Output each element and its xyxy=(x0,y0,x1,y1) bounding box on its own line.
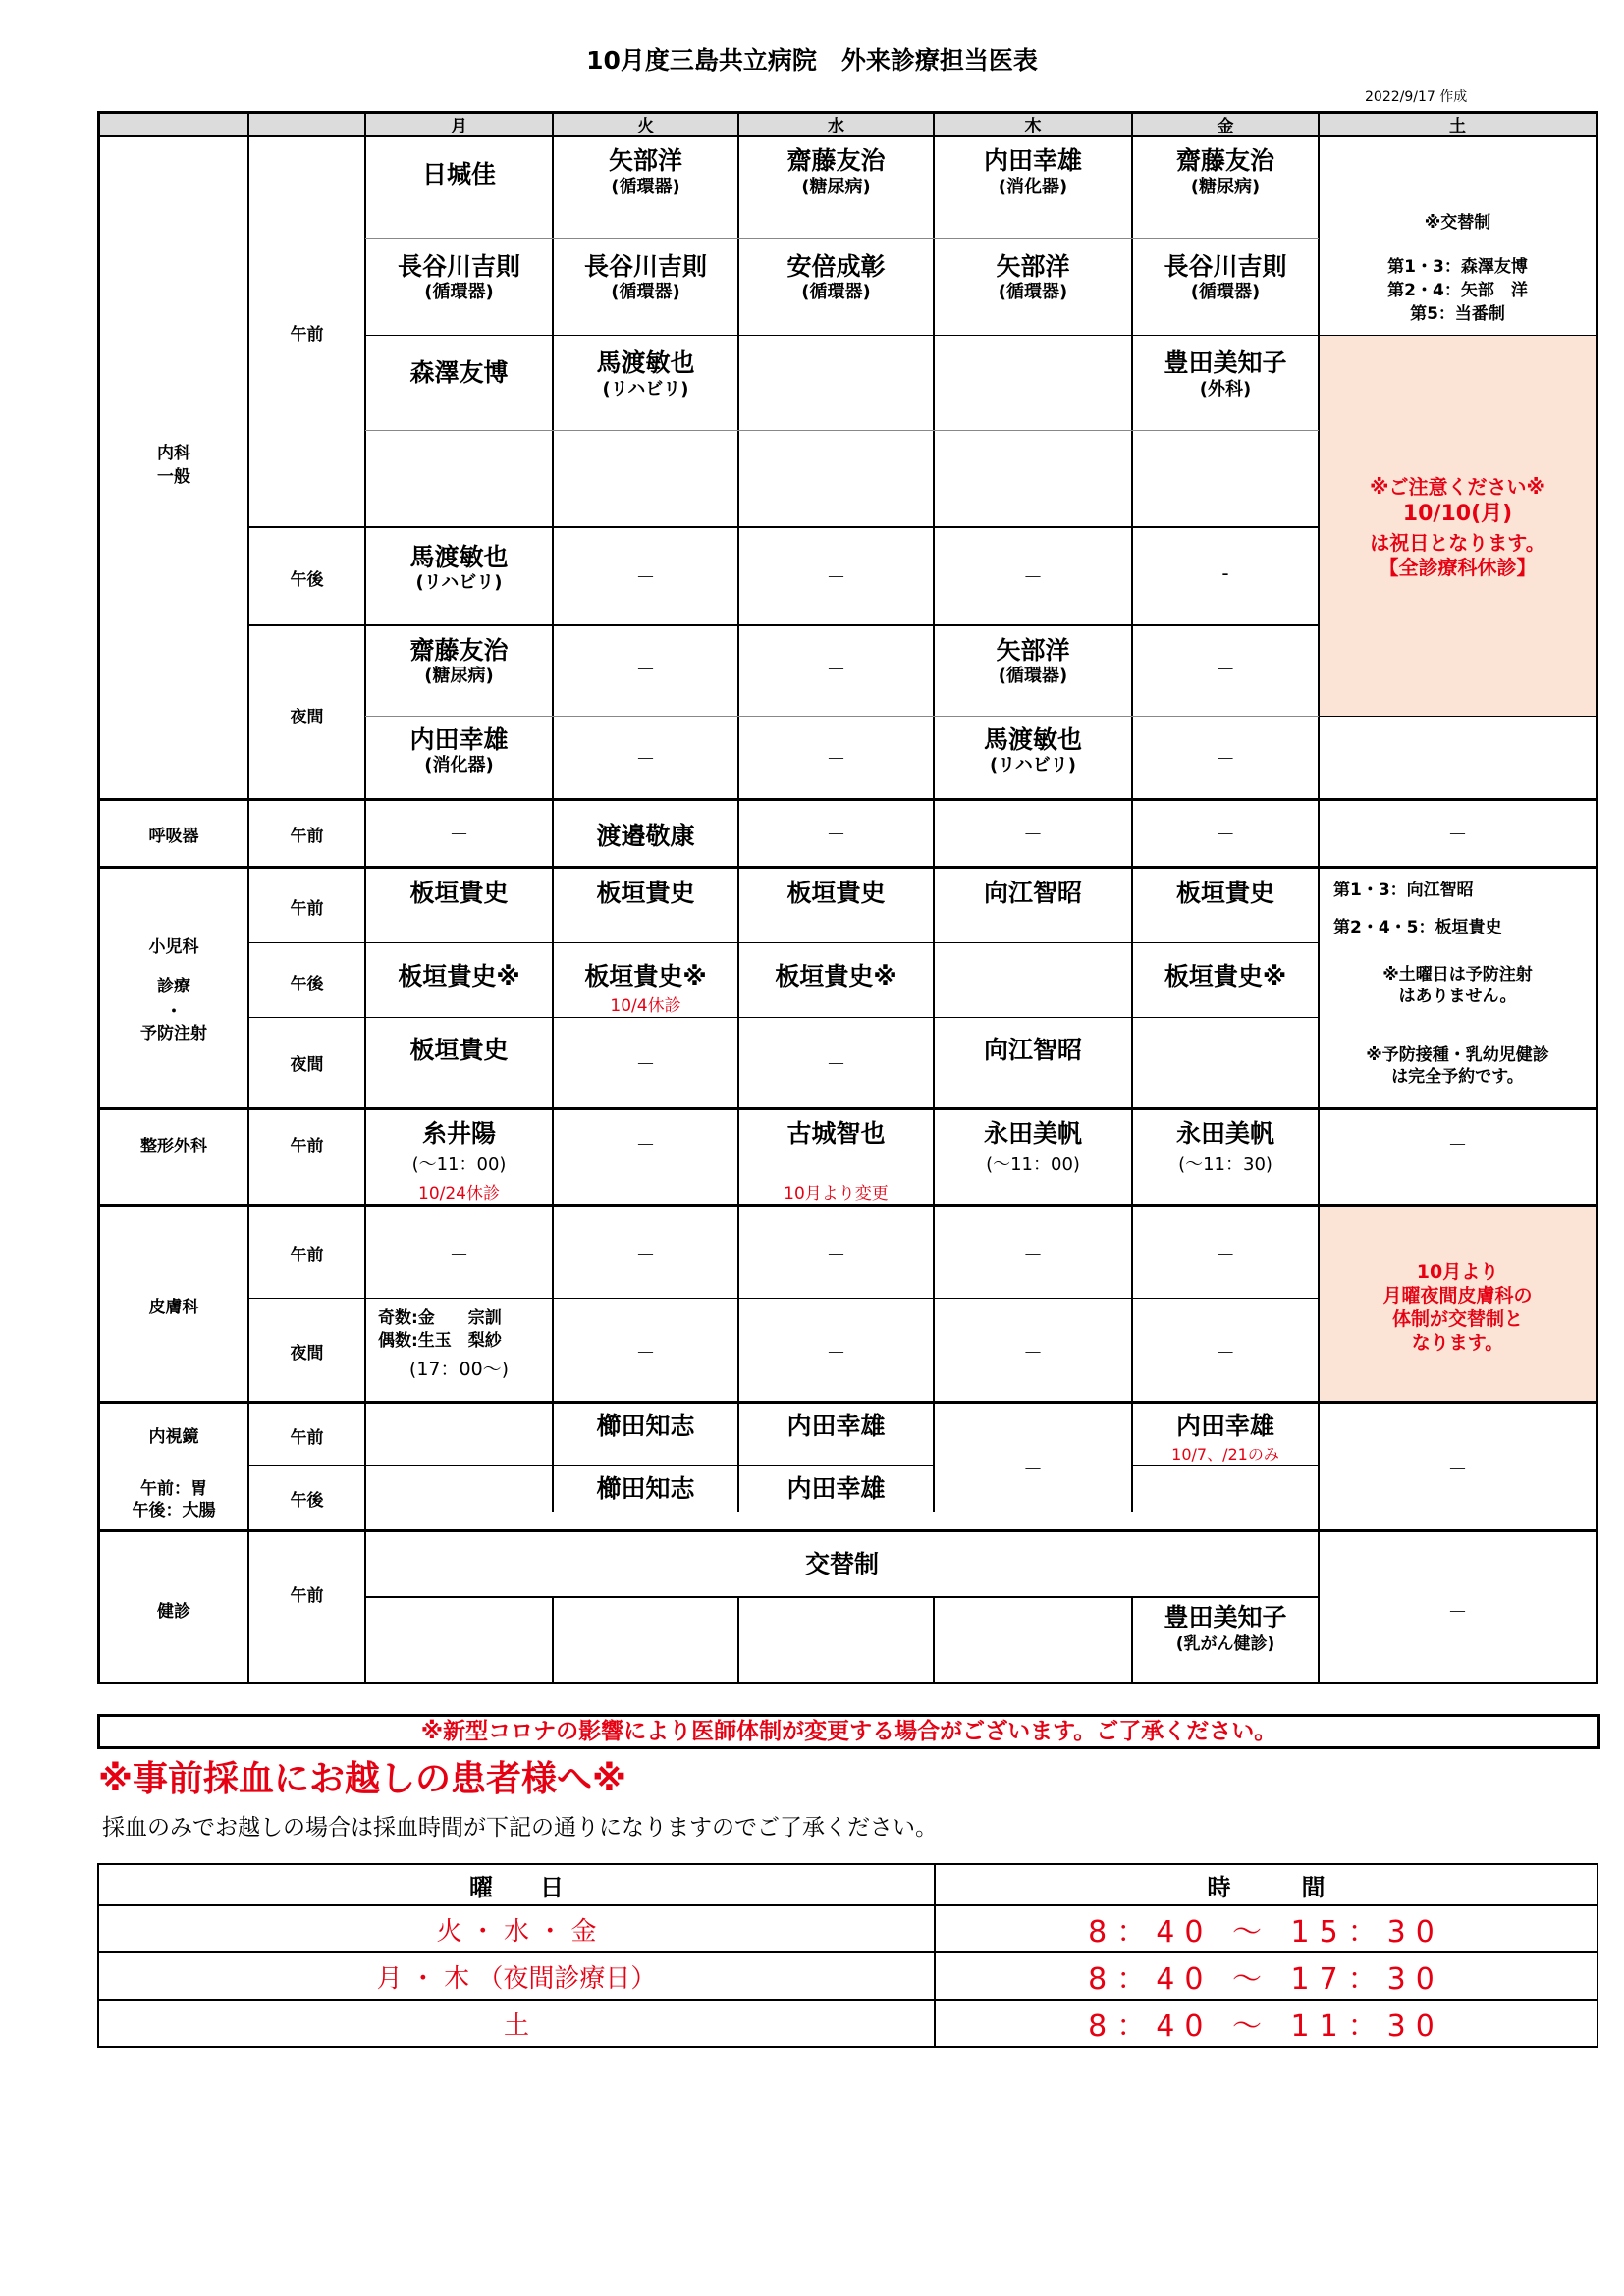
specialty: (循環器) xyxy=(801,282,871,302)
specialty: (リハビリ) xyxy=(602,379,689,400)
empty-dash: － xyxy=(1023,823,1043,846)
covid-notice: ※新型コロナの影響により医師体制が変更する場合がございます。ご了承ください。 xyxy=(420,1719,1277,1744)
specialty: (循環器) xyxy=(611,282,680,302)
blood-day: 月 ・ 木 （夜間診療日） xyxy=(98,1952,935,2000)
holiday-date: 10/10(月) xyxy=(1402,502,1513,526)
empty-dash: － xyxy=(1216,747,1235,771)
blood-time: 8：40 ～ 11：30 xyxy=(935,2000,1597,2047)
specialty: (リハビリ) xyxy=(415,572,503,593)
empty-dash: － xyxy=(826,1243,846,1266)
closure-note: 10/24休診 xyxy=(418,1184,500,1203)
date-note: 10/7、/21のみ xyxy=(1171,1445,1279,1464)
specialty: (循環器) xyxy=(1190,282,1261,302)
empty-dash: － xyxy=(1216,1341,1235,1364)
doctor-name: 日堿佳 xyxy=(421,160,496,188)
dept-naishikyo-sub: 午前：胃 xyxy=(140,1479,207,1499)
specialty: (糖尿病) xyxy=(1190,177,1261,197)
empty-dash: － xyxy=(826,747,846,771)
blood-heading: ※事前採血にお越しの患者様へ※ xyxy=(98,1759,626,1799)
empty-dash: － xyxy=(635,1243,656,1266)
empty-dash: － xyxy=(635,747,656,771)
rotation-system: 交替制 xyxy=(804,1550,879,1578)
empty-dash: － xyxy=(826,658,846,681)
slot-am-label: 午前 xyxy=(290,325,324,345)
doctor-name: 長谷川吉則 xyxy=(397,252,520,281)
dept-kenshin: 健診 xyxy=(157,1602,190,1622)
doctor-name: 板垣貴史※ xyxy=(775,962,897,990)
doctor-name: 馬渡敏也 xyxy=(983,725,1082,754)
dept-shonika-sub: 予防注射 xyxy=(140,1024,207,1043)
slot-am-label: 午前 xyxy=(290,1246,324,1265)
doctor-name: 渡邉敬康 xyxy=(596,822,695,850)
doctor-name: 安倍成彰 xyxy=(786,252,886,281)
slot-pm-label: 午後 xyxy=(290,1491,324,1511)
specialty: (乳がん健診) xyxy=(1175,1634,1275,1654)
specialty: (外科) xyxy=(1199,379,1252,400)
doctor-name: 馬渡敏也 xyxy=(409,543,509,571)
specialty: (糖尿病) xyxy=(424,666,494,686)
blood-time-table xyxy=(97,1863,1598,2048)
doctor-name: 永田美帆 xyxy=(1175,1119,1274,1148)
empty-dash: － xyxy=(635,1133,656,1156)
doctor-name: 矢部洋 xyxy=(608,146,682,175)
blood-time: 8：40 ～ 15：30 xyxy=(935,1905,1597,1952)
doctor-name: 板垣貴史 xyxy=(409,1036,509,1064)
empty-dash: － xyxy=(826,565,846,589)
hours: (～11：00) xyxy=(986,1154,1080,1175)
hours: (～11：30) xyxy=(1178,1154,1272,1175)
holiday-text: 【全診療科休診】 xyxy=(1379,556,1537,579)
odd-week-doctor: 奇数:金 宗訓 xyxy=(378,1308,502,1328)
empty-dash: － xyxy=(1447,1458,1468,1481)
doctor-name: 内田幸雄 xyxy=(786,1412,886,1440)
dept-shonika-sub: 診療 xyxy=(157,977,190,996)
created-date: 2022/9/17 作成 xyxy=(1365,89,1468,105)
doctor-name: 向江智昭 xyxy=(983,879,1082,907)
blood-day: 火 ・ 水 ・ 金 xyxy=(98,1905,935,1952)
hours: (～11：00) xyxy=(411,1154,507,1175)
slot-am-label: 午前 xyxy=(290,1586,324,1606)
specialty: (循環器) xyxy=(424,282,494,302)
slot-am-label: 午前 xyxy=(290,827,324,846)
empty-dash: － xyxy=(826,823,846,846)
specialty: (消化器) xyxy=(424,755,494,775)
blood-time: 8：40 ～ 17：30 xyxy=(935,1952,1597,2000)
header-day-mon: 月 xyxy=(451,117,467,136)
doctor-name: 永田美帆 xyxy=(983,1119,1082,1148)
doctor-name: 内田幸雄 xyxy=(409,725,509,754)
slot-am-label: 午前 xyxy=(290,899,324,919)
sat-rotation-line: 第1・3：森澤友博 xyxy=(1387,257,1528,277)
dermatology-notice: なります。 xyxy=(1411,1332,1504,1354)
sat-pediatric-note: は完全予約です。 xyxy=(1391,1067,1524,1087)
doctor-name: 矢部洋 xyxy=(996,636,1070,665)
blood-day: 土 xyxy=(98,2000,935,2047)
doctor-name: 森澤友博 xyxy=(409,358,509,387)
doctor-name: 馬渡敏也 xyxy=(596,348,695,377)
slot-night-label: 夜間 xyxy=(290,708,324,727)
empty-dash: － xyxy=(1447,823,1468,846)
doctor-name: 齋藤友治 xyxy=(409,636,509,665)
empty-dash: － xyxy=(635,565,656,589)
empty-dash: － xyxy=(449,1243,469,1266)
empty-dash: － xyxy=(1447,1600,1468,1624)
doctor-name: 板垣貴史 xyxy=(786,879,886,907)
dept-naishikyo: 内視鏡 xyxy=(148,1427,199,1447)
slot-am-label: 午前 xyxy=(290,1137,324,1156)
sat-rotation-line: 第5：当番制 xyxy=(1410,304,1505,324)
page-title: 10月度三島共立病院 外来診療担当医表 xyxy=(586,46,1038,75)
dept-hifuka: 皮膚科 xyxy=(148,1298,199,1317)
doctor-name: 板垣貴史※ xyxy=(398,962,520,990)
empty-dash: － xyxy=(1023,565,1043,589)
change-note: 10月より変更 xyxy=(784,1184,889,1203)
empty-dash: － xyxy=(1447,1133,1468,1156)
doctor-name: 板垣貴史 xyxy=(1175,879,1274,907)
doctor-name: 齋藤友治 xyxy=(786,146,886,175)
dept-kokyuki: 呼吸器 xyxy=(148,827,199,846)
slot-am-label: 午前 xyxy=(290,1428,324,1448)
sat-pediatric-note: ※予防接種・乳幼児健診 xyxy=(1366,1045,1549,1065)
header-day-tue: 火 xyxy=(637,117,654,136)
slot-pm-label: 午後 xyxy=(290,570,324,590)
doctor-name: 櫛田知志 xyxy=(596,1474,695,1503)
empty-dash: － xyxy=(1216,658,1235,681)
blood-col-time: 時 間 xyxy=(935,1864,1597,1905)
empty-dash: － xyxy=(1023,1243,1043,1266)
doctor-name: 板垣貴史 xyxy=(596,879,695,907)
doctor-name: 板垣貴史※ xyxy=(1164,962,1287,990)
empty-dash: － xyxy=(826,1341,846,1364)
header-day-wed: 水 xyxy=(828,117,844,136)
dept-seikei: 整形外科 xyxy=(140,1137,207,1156)
blood-description: 採血のみでお越しの場合は採血時間が下記の通りになりますのでご了承ください。 xyxy=(102,1815,938,1841)
empty-dash: － xyxy=(1023,1458,1043,1481)
empty-dash: － xyxy=(635,1341,656,1364)
slot-pm-label: 午後 xyxy=(290,975,324,994)
dept-naika: 内科 一般 xyxy=(157,444,190,487)
doctor-name: 豊田美知子 xyxy=(1164,348,1287,377)
doctor-name: 向江智昭 xyxy=(983,1036,1082,1064)
sat-pediatric-note: ※土曜日は予防注射 xyxy=(1382,965,1533,985)
empty-dash: － xyxy=(635,1052,656,1076)
sat-pediatric-note: はありません。 xyxy=(1398,987,1517,1006)
doctor-name: 板垣貴史※ xyxy=(584,962,707,990)
holiday-text: は祝日となります。 xyxy=(1370,531,1545,555)
slot-night-label: 夜間 xyxy=(290,1344,324,1363)
header-day-thu: 木 xyxy=(1024,117,1042,136)
table-row xyxy=(98,1905,1597,1952)
empty-dash: － xyxy=(449,823,469,846)
doctor-name: 内田幸雄 xyxy=(1175,1412,1274,1440)
even-week-doctor: 偶数:生玉 梨紗 xyxy=(378,1331,502,1351)
header-day-fri: 金 xyxy=(1217,117,1234,136)
sat-rotation-title: ※交替制 xyxy=(1424,213,1491,233)
doctor-name: 糸井陽 xyxy=(421,1119,496,1148)
doctor-name: 矢部洋 xyxy=(996,252,1070,281)
sat-rotation-line: 第2・4：矢部 洋 xyxy=(1387,281,1528,300)
sat-pediatric-line: 第1・3：向江智昭 xyxy=(1333,881,1474,900)
header-day-sat: 土 xyxy=(1449,117,1466,136)
doctor-name: 長谷川吉則 xyxy=(583,252,707,281)
closure-note: 10/4休診 xyxy=(610,996,681,1016)
covid-notice-box xyxy=(97,1714,1600,1749)
empty-dash: － xyxy=(1216,823,1235,846)
specialty: (循環器) xyxy=(998,282,1068,302)
doctor-name: 櫛田知志 xyxy=(596,1412,695,1440)
specialty: (循環器) xyxy=(998,666,1068,686)
table-row xyxy=(98,1952,1597,2000)
dermatology-notice: 体制が交替制と xyxy=(1391,1308,1523,1330)
specialty: (糖尿病) xyxy=(801,177,871,197)
empty-dash: － xyxy=(826,1052,846,1076)
empty-dash: － xyxy=(1023,1341,1043,1364)
doctor-name: 豊田美知子 xyxy=(1164,1603,1287,1631)
blood-col-day: 曜 日 xyxy=(98,1864,935,1905)
doctor-name: 板垣貴史 xyxy=(409,879,509,907)
specialty: (リハビリ) xyxy=(990,755,1076,775)
doctor-name: 内田幸雄 xyxy=(786,1474,886,1503)
dept-shonika: 小児科 xyxy=(148,937,199,957)
doctor-name: 長谷川吉則 xyxy=(1164,252,1287,281)
dermatology-notice: 月曜夜間皮膚科の xyxy=(1382,1285,1533,1307)
table-row xyxy=(98,2000,1597,2047)
specialty: (消化器) xyxy=(998,177,1068,197)
dermatology-notice: 10月より xyxy=(1416,1261,1499,1283)
doctor-name: 齋藤友治 xyxy=(1175,146,1274,175)
holiday-notice-title: ※ご注意ください※ xyxy=(1370,475,1545,499)
empty-dash: - xyxy=(1221,561,1229,585)
doctor-name: 古城智也 xyxy=(786,1119,886,1148)
empty-dash: － xyxy=(1216,1243,1235,1266)
hours: (17：00～) xyxy=(408,1359,510,1380)
sat-pediatric-line: 第2・4・5：板垣貴史 xyxy=(1333,918,1502,937)
dept-shonika-sub: ・ xyxy=(165,1002,183,1022)
specialty: (循環器) xyxy=(611,177,680,197)
doctor-name: 内田幸雄 xyxy=(983,146,1082,175)
dept-naishikyo-sub: 午後：大腸 xyxy=(132,1501,216,1521)
empty-dash: － xyxy=(635,658,656,681)
slot-night-label: 夜間 xyxy=(290,1055,324,1075)
